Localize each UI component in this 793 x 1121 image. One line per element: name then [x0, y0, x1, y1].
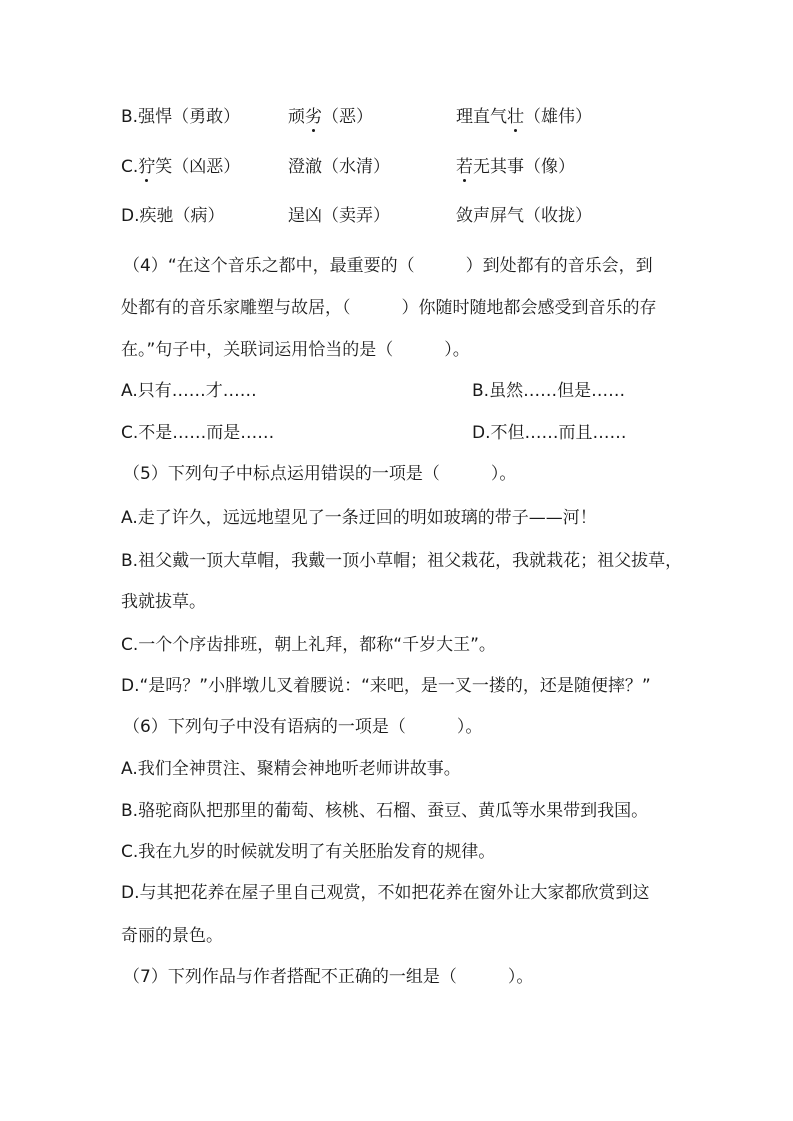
option-c-word3: 若无其事（像） [456, 157, 575, 177]
q6-option-c: C.我在九岁的时候就发明了有关胚胎发育的规律。 [121, 842, 496, 862]
emphasis-dot-char: 壮 [507, 107, 524, 127]
option-c-word2: 澄澈（水清） [288, 157, 390, 177]
q4-option-b: B.虽然……但是…… [472, 381, 626, 401]
option-c-word1: C.狞笑（凶恶） [121, 157, 241, 177]
option-b-word3: 理直气壮（雄伟） [456, 107, 592, 127]
q5-option-b-line2: 我就拔草。 [121, 592, 206, 612]
q6-option-d-line2: 奇丽的景色。 [121, 926, 223, 946]
emphasis-dot-char: 狞 [138, 157, 156, 177]
q7-stem: （7）下列作品与作者搭配不正确的一组是（ ）。 [123, 967, 534, 987]
option-d-word1: D.疾驰（病） [121, 206, 225, 226]
option-d-word3: 敛声屏气（收拢） [456, 206, 592, 226]
q4-option-a: A.只有……才…… [121, 381, 257, 401]
q4-option-c: C.不是……而是…… [121, 423, 275, 443]
q6-option-b: B.骆驼商队把那里的葡萄、核桃、石榴、蚕豆、黄瓜等水果带到我国。 [121, 801, 649, 821]
option-b-word1: B.强悍（勇敢） [121, 107, 241, 127]
q4-stem-line3: 在。”句子中，关联词运用恰当的是（ ）。 [121, 340, 470, 360]
q4-stem-line2: 处都有的音乐家雕塑与故居，（ ）你随时随地都会感受到音乐的存 [121, 298, 657, 318]
q5-option-a: A.走了许久，远远地望见了一条迂回的明如玻璃的带子——河！ [121, 508, 597, 528]
option-b-word2: 顽劣（恶） [288, 107, 373, 127]
q4-option-d: D.不但……而且…… [472, 423, 627, 443]
q5-option-b-line1: B.祖父戴一顶大草帽，我戴一顶小草帽；祖父栽花，我就栽花；祖父拔草， [121, 551, 683, 571]
emphasis-dot-char: 劣 [305, 107, 322, 127]
q5-stem: （5）下列句子中标点运用错误的一项是（ ）。 [123, 464, 517, 484]
option-d-word2: 逞凶（卖弄） [288, 206, 390, 226]
q5-option-c: C.一个个序齿排班，朝上礼拜，都称“千岁大王”。 [121, 635, 496, 655]
emphasis-dot-char: 若 [456, 157, 473, 177]
q6-option-d-line1: D.与其把花养在屋子里自己观赏，不如把花养在窗外让大家都欣赏到这 [121, 883, 650, 903]
q5-option-d: D.“是吗？”小胖墩儿叉着腰说：“来吧，是一叉一搂的，还是随便摔？” [121, 676, 651, 696]
q6-option-a: A.我们全神贯注、聚精会神地听老师讲故事。 [121, 759, 461, 779]
q4-stem-line1: （4）“在这个音乐之都中，最重要的（ ）到处都有的音乐会，到 [123, 256, 653, 276]
q6-stem: （6）下列句子中没有语病的一项是（ ）。 [123, 717, 483, 737]
